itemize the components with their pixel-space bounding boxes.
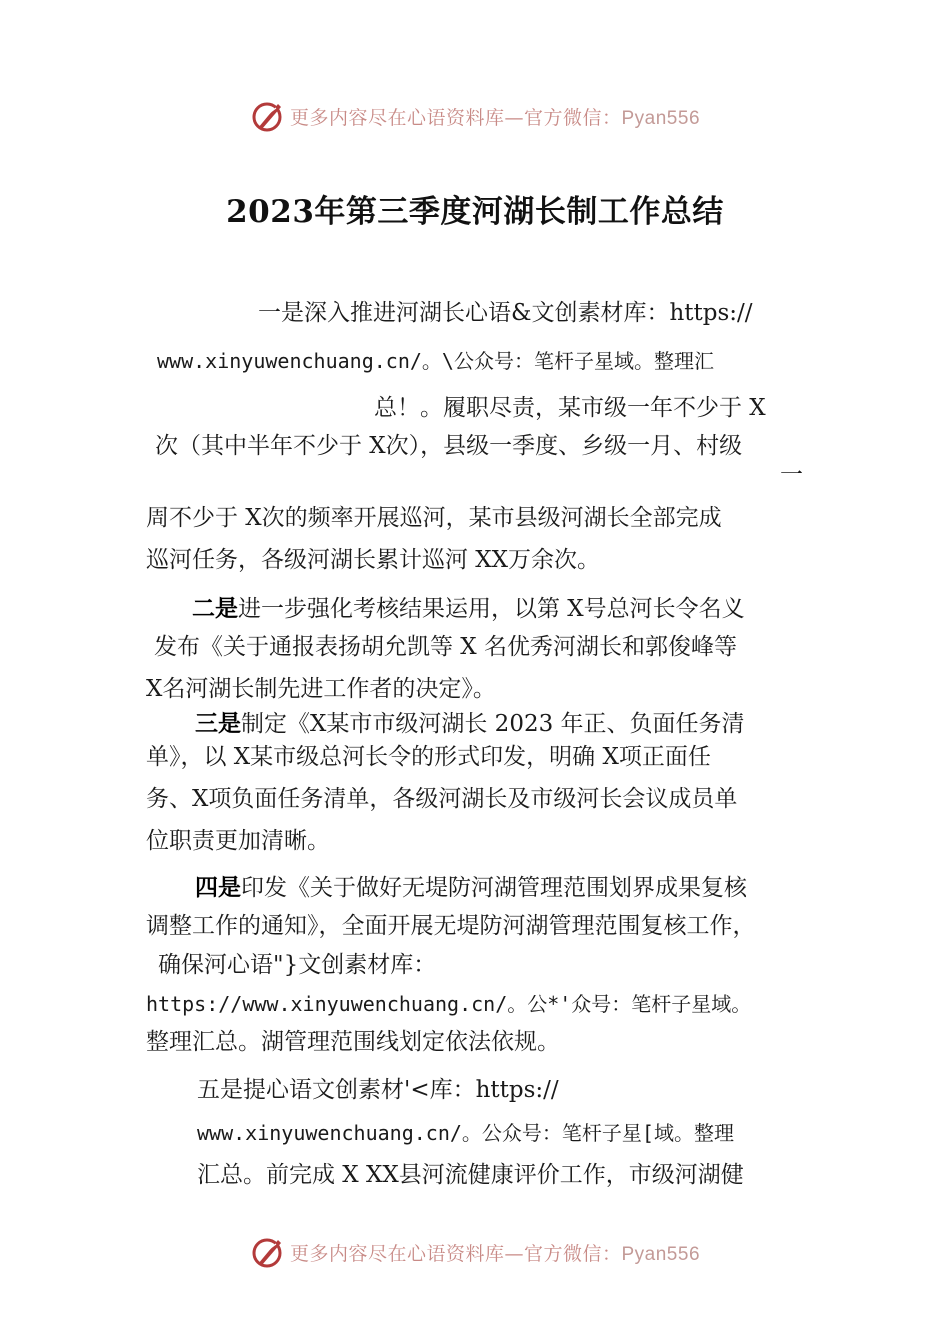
p5-line-1-text: 五是提心语文创素材'<库：https:// xyxy=(197,1077,559,1103)
p3-line-3 xyxy=(146,784,737,814)
p4-line-1-text: 印发《关于做好无堤防河湖管理范围划界成果复核 xyxy=(241,875,747,901)
p4-line-3 xyxy=(158,950,436,980)
p2-line-1-text: 进一步强化考核结果运用，以第 X号总河长令名义 xyxy=(238,596,745,622)
p3-lead: 三是 xyxy=(195,711,241,737)
p3-line-4 xyxy=(146,826,330,856)
p1-line-1-text: 一是深入推进河湖长心语&文创素材库：https:// xyxy=(258,300,753,326)
p3-line-2-text: 单》，以 X某市级总河长令的形式印发，明确 X项正面任 xyxy=(146,744,711,770)
watermark-text xyxy=(290,1239,700,1266)
p1-line-2-text: www.xinyuwenchuang.cn/。\公众号：笔杆子星域。整理汇 xyxy=(157,349,714,373)
p5-line-3-text: 汇总。前完成 X XX县河流健康评价工作，市级河湖健 xyxy=(197,1162,744,1188)
p1-line-1 xyxy=(258,298,753,328)
watermark-wechat-id: Pyan556 xyxy=(621,107,701,129)
p5-line-2-text: www.xinyuwenchuang.cn/。公众号：笔杆子星[域。整理 xyxy=(197,1121,734,1145)
p4-line-1 xyxy=(195,873,747,903)
p4-line-2-text: 调整工作的通知》，全面开展无堤防河湖管理范围复核工作， xyxy=(146,913,756,939)
p2-lead: 二是 xyxy=(192,596,238,622)
p1-line-5 xyxy=(780,460,803,490)
p4-line-5 xyxy=(146,1027,560,1057)
p4-line-4 xyxy=(146,989,751,1019)
watermark-label: 更多内容尽在心语资料库—官方微信： xyxy=(289,106,622,129)
p1-line-2 xyxy=(157,346,714,376)
quill-pen-logo-icon xyxy=(250,98,286,134)
watermark-label: 更多内容尽在心语资料库—官方微信： xyxy=(289,1242,622,1265)
watermark-wechat-id: Pyan556 xyxy=(621,1243,701,1265)
p1-line-3 xyxy=(374,393,766,423)
p1-line-5-text: 一 xyxy=(780,462,803,488)
p1-line-7-text: 巡河任务，各级河湖长累计巡河 XX万余次。 xyxy=(146,547,601,573)
p2-line-2-text: 发布《关于通报表扬胡允凯等 X 名优秀河湖长和郭俊峰等 xyxy=(154,634,737,660)
p3-line-3-text: 务、X项负面任务清单，各级河湖长及市级河长会议成员单 xyxy=(146,786,738,812)
p4-line-2 xyxy=(146,911,756,941)
p5-line-2 xyxy=(197,1118,734,1148)
p2-line-3-text: X名河湖长制先进工作者的决定》。 xyxy=(146,676,496,702)
p2-line-1 xyxy=(192,594,745,624)
p1-line-7 xyxy=(146,545,600,575)
p1-line-6 xyxy=(146,503,722,533)
p2-line-3 xyxy=(146,674,496,704)
p4-line-3-text: 确保河心语"}文创素材库： xyxy=(158,952,437,978)
p1-line-4-text: 次（其中半年不少于 X次），县级一季度、乡级一月、村级 xyxy=(155,433,743,459)
p5-line-1 xyxy=(197,1075,559,1105)
quill-pen-logo-icon xyxy=(250,1234,286,1270)
p3-line-4-text: 位职责更加清晰。 xyxy=(146,828,330,854)
p1-line-6-text: 周不少于 X次的频率开展巡河，某市县级河湖长全部完成 xyxy=(146,505,722,531)
p4-lead: 四是 xyxy=(195,875,241,901)
watermark-text xyxy=(290,103,700,130)
p4-line-4-text: https://www.xinyuwenchuang.cn/。公*'众号：笔杆子星域。 xyxy=(146,992,752,1016)
watermark-banner-top xyxy=(0,96,950,136)
p4-line-5-text: 整理汇总。湖管理范围线划定依法依规。 xyxy=(146,1029,560,1055)
p3-line-1 xyxy=(195,709,745,739)
p3-line-1-text: 制定《X某市市级河湖长 2023 年正、负面任务清 xyxy=(241,711,745,737)
p1-line-3-text: 总！。履职尽责，某市级一年不少于 X xyxy=(374,395,766,421)
p2-line-2 xyxy=(154,632,737,662)
p3-line-2 xyxy=(146,742,711,772)
watermark-banner-bottom xyxy=(0,1232,950,1272)
document-title: 2023年第三季度河湖长制工作总结 xyxy=(226,194,724,230)
p5-line-3 xyxy=(197,1160,744,1190)
p1-line-4 xyxy=(155,431,742,461)
